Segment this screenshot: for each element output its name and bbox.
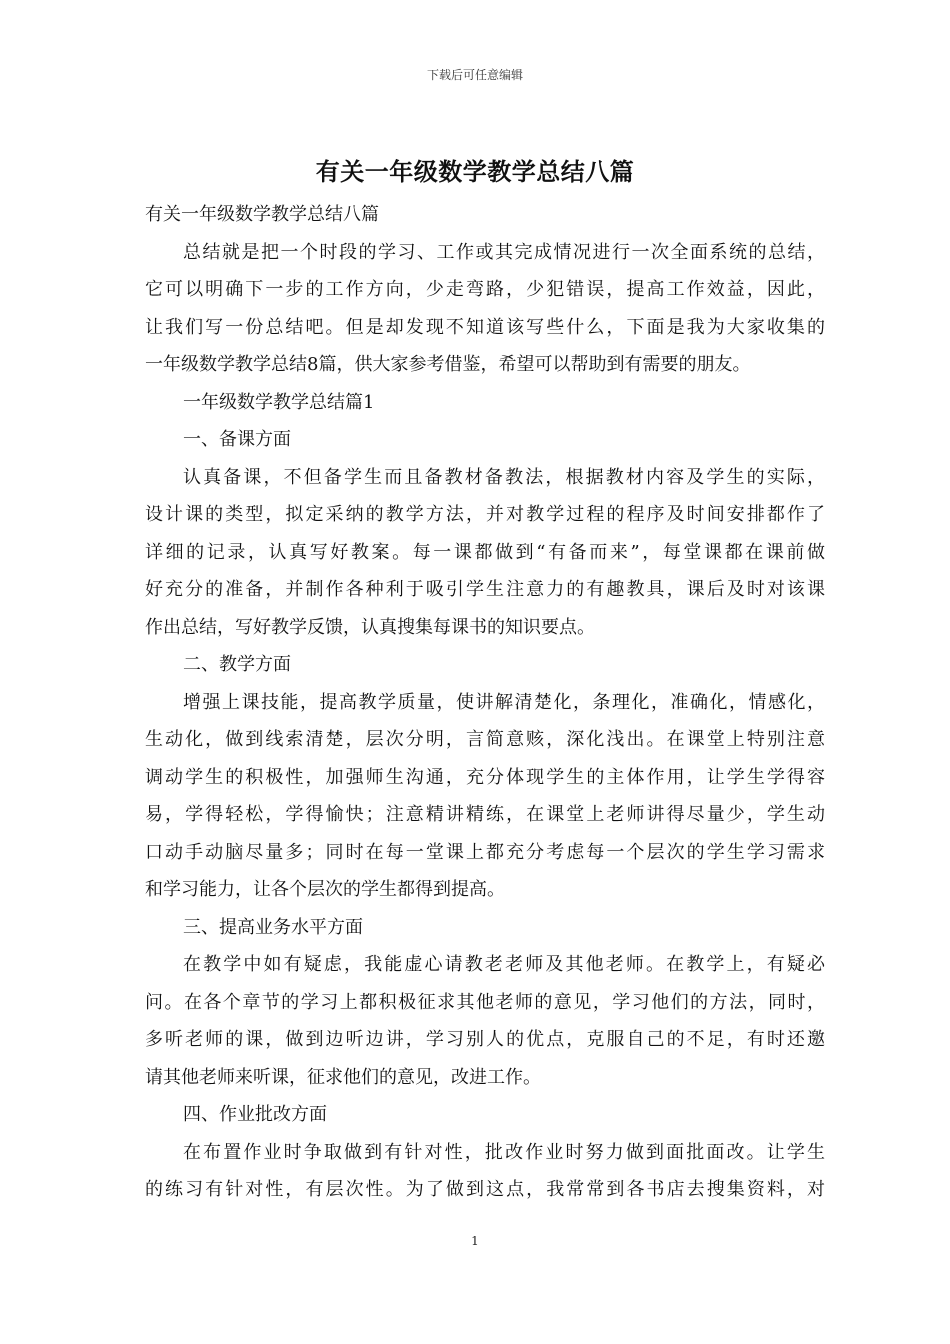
paragraph-line: 好充分的准备，并制作各种利于吸引学生注意力的有趣教具，课后及时对该课 [145,579,825,600]
section-heading: 一、备课方面 [183,429,291,450]
paragraph-line: 让我们写一份总结吧。但是却发现不知道该写些什么，下面是我为大家收集的 [145,316,825,338]
paragraph-line: 增强上课技能，提高教学质量，使讲解清楚化，条理化，准确化，情感化， [183,691,825,713]
paragraph-line: 调动学生的积极性，加强师生沟通，充分体现学生的主体作用，让学生学得容 [145,766,825,788]
paragraph-line: 认真备课，不但备学生而且备教材备教法，根据教材内容及学生的实际， [183,466,825,488]
paragraph-line: 生动化，做到线索清楚，层次分明，言简意赅，深化浅出。在课堂上特别注意 [145,729,825,750]
paragraph-line: 作出总结，写好教学反馈，认真搜集每课书的知识要点。 [145,616,595,638]
paragraph-line: 在教学中如有疑虑，我能虚心请教老老师及其他老师。在教学上，有疑必 [183,954,825,975]
paragraph-line: 设计课的类型，拟定采纳的教学方法，并对教学过程的程序及时间安排都作了 [145,504,825,525]
paragraph-line: 问。在各个章节的学习上都积极征求其他老师的意见，学习他们的方法，同时， [145,991,825,1013]
section-heading: 四、作业批改方面 [183,1104,327,1125]
section-heading: 三、提高业务水平方面 [183,916,363,938]
section-heading: 二、教学方面 [183,654,291,675]
paragraph-line: 在布置作业时争取做到有针对性，批改作业时努力做到面批面改。让学生 [183,1141,825,1163]
header-note: 下载后可任意编辑 [426,68,523,82]
paragraph-line: 详细的记录，认真写好教案。每一课都做到“有备而来”，每堂课都在课前做 [145,541,825,563]
paragraph-line: 易，学得轻松，学得愉快；注意精讲精练，在课堂上老师讲得尽量少，学生动 [145,804,825,825]
paragraph-line: 和学习能力，让各个层次的学生都得到提高。 [145,879,505,900]
section-heading: 一年级数学教学总结篇1 [183,391,375,413]
document-body [145,196,825,1209]
paragraph-line: 它可以明确下一步的工作方向，少走弯路，少犯错误，提高工作效益，因此， [145,279,825,300]
paragraph-line: 请其他老师来听课，征求他们的意见，改进工作。 [145,1066,541,1088]
paragraph-line: 一年级数学教学总结8篇，供大家参考借鉴，希望可以帮助到有需要的朋友。 [145,354,751,375]
paragraph-line: 总结就是把一个时段的学习、工作或其完成情况进行一次全面系统的总结， [183,241,825,263]
paragraph-line: 的练习有针对性，有层次性。为了做到这点，我常常到各书店去搜集资料，对 [145,1179,825,1200]
page-number: 1 [471,1234,479,1248]
document-title: 有关一年级数学教学总结八篇 [315,157,635,186]
subtitle-line: 有关一年级数学教学总结八篇 [145,204,379,225]
paragraph-line: 多听老师的课，做到边听边讲，学习别人的优点，克服自己的不足，有时还邀 [145,1029,825,1050]
paragraph-line: 口动手动脑尽量多；同时在每一堂课上都充分考虑每一个层次的学生学习需求 [145,841,825,863]
